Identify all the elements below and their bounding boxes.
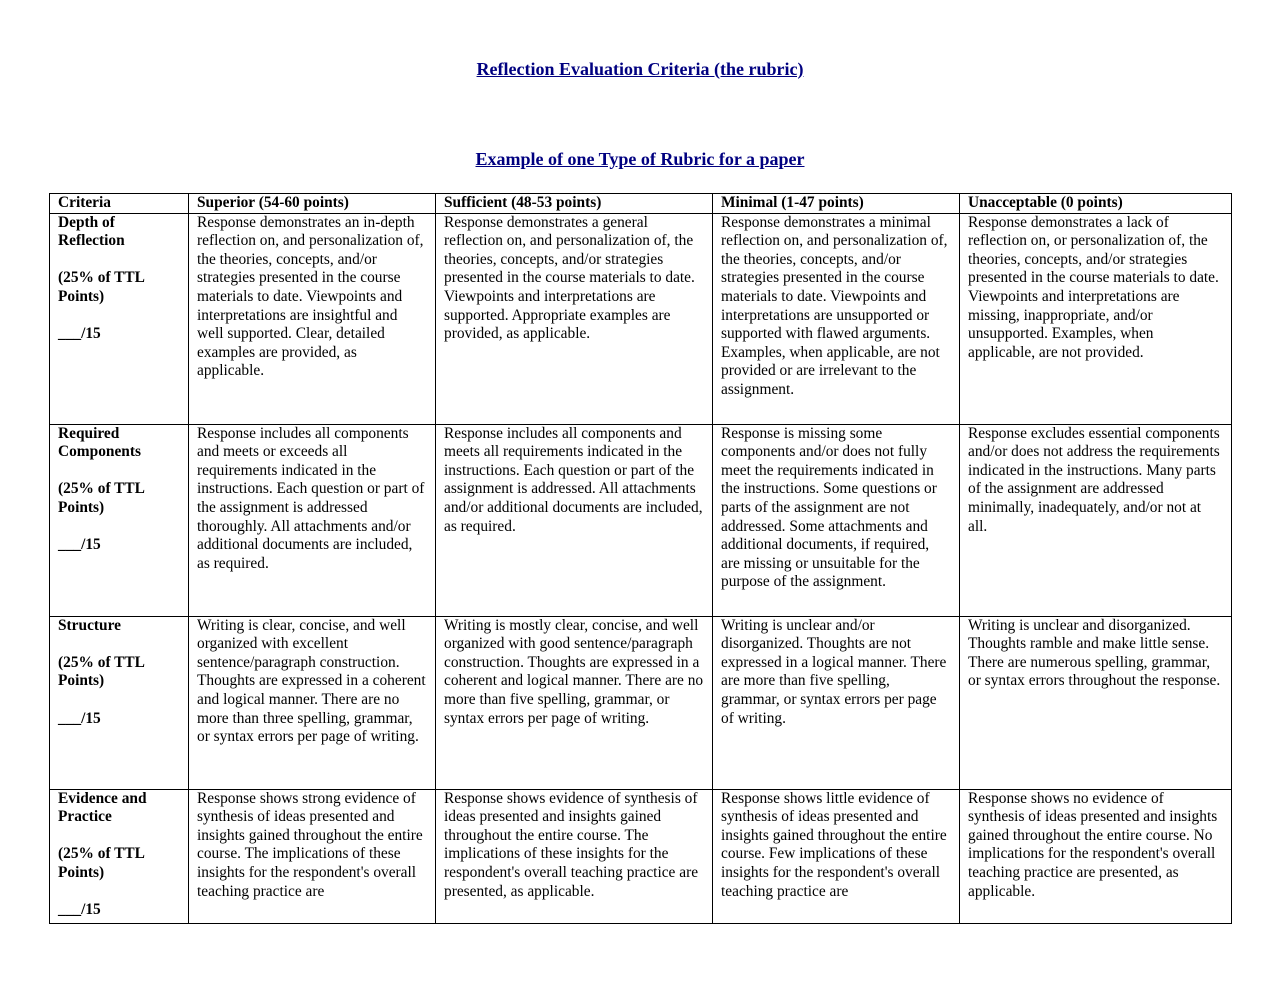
minimal-cell: Response demonstrates a minimal reflection on, and personalization of, the theories, concepts, and/or strategies presented in the course materials to date. Viewpoints and interpretations are unsupported or supported with flawed arguments. Examples, when applicable, are not provided or are irrelevant to the assignment. — [713, 213, 960, 424]
sufficient-cell: Response includes all components and meets all requirements indicated in the instructions. Each question or part of the assignment is addressed. All attachments and/or additional documents are included, as required. — [436, 424, 713, 616]
criteria-name: Required — [58, 424, 120, 442]
rubric-table — [49, 193, 1232, 924]
sufficient-cell: Writing is mostly clear, concise, and well organized with good sentence/paragraph construction. Thoughts are expressed in a coherent and logical manner. There are no more than five spelling, grammar, or syntax errors per page of writing. — [436, 616, 713, 789]
criteria-weight: Points) — [58, 287, 105, 305]
criteria-cell — [50, 616, 189, 789]
score-blank: ___/15 — [58, 536, 101, 554]
minimal-cell: Response is missing some components and/or does not fully meet the requirements indicated in the instructions. Some questions or parts of the assignment are not addressed. Some attachments and additional documents, if required, are missing or unsuitable for the purpose of the assignment. — [713, 424, 960, 616]
score-blank: ___/15 — [58, 901, 101, 919]
criteria-name: Components — [58, 443, 141, 461]
criteria-weight: Points) — [58, 498, 105, 516]
header-unacceptable: Unacceptable (0 points) — [960, 194, 1232, 214]
score-blank: ___/15 — [58, 709, 101, 727]
unacceptable-cell: Response excludes essential components and/or does not address the requirements indicated in the instructions. Many parts of the assignment are addressed minimally, inadequately, and/or not at all. — [960, 424, 1232, 616]
rubric-subtitle: Example of one Type of Rubric for a paper — [475, 149, 805, 169]
header-superior: Superior (54-60 points) — [189, 194, 436, 214]
unacceptable-cell: Response demonstrates a lack of reflection on, or personalization of, the theories, concepts, and/or strategies presented in the course materials to date. Viewpoints and interpretations are missing, inappropriate, and/or unsupported. Examples, when applicable, are not provided. — [960, 213, 1232, 424]
criteria-weight: Points) — [58, 672, 105, 690]
superior-cell: Response demonstrates an in-depth reflection on, and personalization of, the theories, concepts, and/or strategies presented in the course materials to date. Viewpoints and interpretations are insightful and well supported. Clear, detailed examples are provided, as applicable. — [189, 213, 436, 424]
table-row — [50, 789, 1232, 923]
document-title: Reflection Evaluation Criteria (the rubric) — [476, 59, 804, 79]
unacceptable-cell: Response shows no evidence of synthesis of ideas presented and insights gained throughout the entire course. No implications for the respondent's overall teaching practice are presented, as applicable. — [960, 789, 1232, 923]
header-minimal: Minimal (1-47 points) — [713, 194, 960, 214]
score-blank: ___/15 — [58, 325, 101, 343]
criteria-cell — [50, 789, 189, 923]
criteria-weight: (25% of TTL — [58, 269, 145, 287]
criteria-name: Practice — [58, 808, 112, 826]
criteria-weight: (25% of TTL — [58, 653, 145, 671]
unacceptable-cell: Writing is unclear and disorganized. Thoughts ramble and make little sense. There are numerous spelling, grammar, or syntax errors throughout the response. — [960, 616, 1232, 789]
superior-cell: Response includes all components and meets or exceeds all requirements indicated in the instructions. Each question or part of the assignment is addressed thoroughly. All attachments and/or additional documents are included, as required. — [189, 424, 436, 616]
header-criteria: Criteria — [50, 194, 189, 214]
minimal-cell: Writing is unclear and/or disorganized. Thoughts are not expressed in a logical manner. There are more than five spelling, grammar, or syntax errors per page of writing. — [713, 616, 960, 789]
table-row — [50, 213, 1232, 424]
criteria-name: Structure — [58, 616, 121, 634]
criteria-name: Depth of — [58, 213, 115, 231]
sufficient-cell: Response demonstrates a general reflection on, and personalization of, the theories, concepts, and/or strategies presented in the course materials to date. Viewpoints and interpretations are supported. Appropriate examples are provided, as applicable. — [436, 213, 713, 424]
criteria-cell — [50, 424, 189, 616]
criteria-cell — [50, 213, 189, 424]
criteria-weight: Points) — [58, 863, 105, 881]
table-row — [50, 424, 1232, 616]
superior-cell: Writing is clear, concise, and well organized with excellent sentence/paragraph construction. Thoughts are expressed in a coherent and logical manner. There are no more than three spelling, grammar, or syntax errors per page of writing. — [189, 616, 436, 789]
sufficient-cell: Response shows evidence of synthesis of ideas presented and insights gained throughout the entire course. The implications of these insights for the respondent's overall teaching practice are presented, as applicable. — [436, 789, 713, 923]
table-row — [50, 616, 1232, 789]
criteria-name: Evidence and — [58, 789, 147, 807]
criteria-weight: (25% of TTL — [58, 845, 145, 863]
criteria-name: Reflection — [58, 232, 125, 250]
criteria-weight: (25% of TTL — [58, 480, 145, 498]
minimal-cell: Response shows little evidence of synthesis of ideas presented and insights gained throughout the entire course. Few implications of these insights for the respondent's overall teaching practice are — [713, 789, 960, 923]
header-sufficient: Sufficient (48-53 points) — [436, 194, 713, 214]
superior-cell: Response shows strong evidence of synthesis of ideas presented and insights gained throughout the entire course. The implications of these insights for the respondent's overall teaching practice are — [189, 789, 436, 923]
header-row — [50, 194, 1232, 214]
